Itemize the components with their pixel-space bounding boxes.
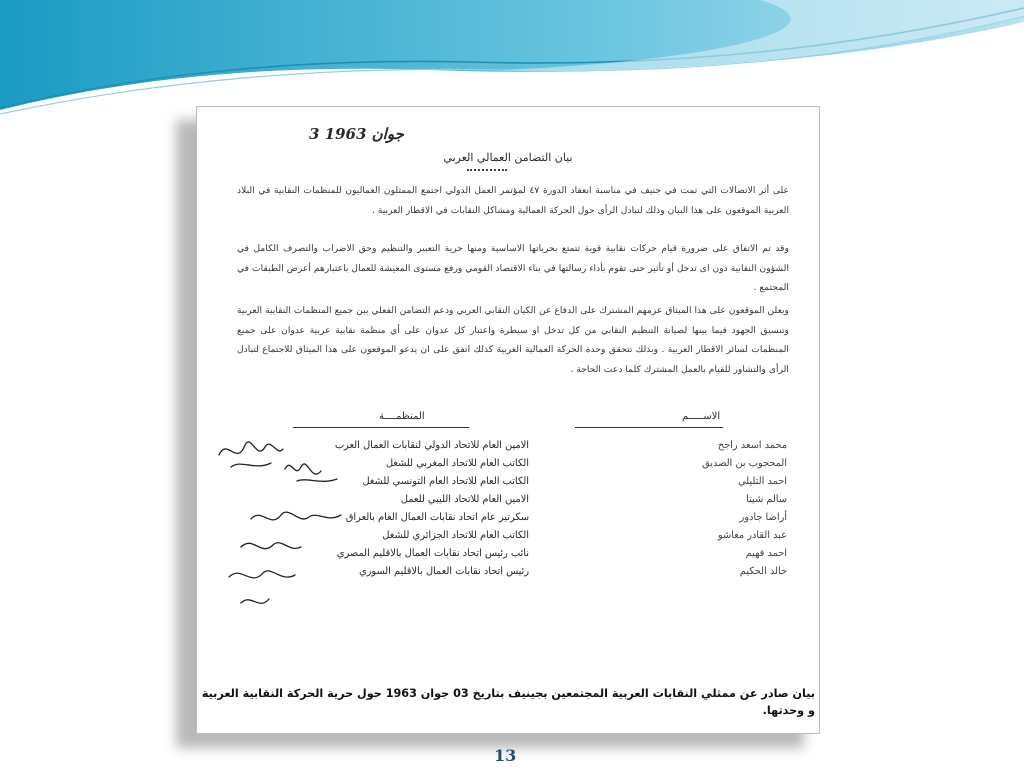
scanned-document bbox=[196, 106, 820, 734]
organization-item: الكاتب العام للاتحاد الجزائري للشغل bbox=[382, 530, 529, 541]
document-date: 3 جوان 1963 bbox=[309, 125, 404, 143]
organization-item: سكرتير عام اتحاد نقابات العمال العام بالعراق bbox=[345, 512, 529, 523]
header-wave-decoration bbox=[0, 0, 1024, 120]
document-title: بيان التضامن العمالي العربي bbox=[443, 151, 573, 164]
name-column-rule bbox=[575, 427, 723, 428]
signatory-name-list bbox=[597, 437, 787, 581]
organization-item: نائب رئيس اتحاد نقابات العمال بالاقليم المصري bbox=[336, 548, 529, 559]
signatory-name: محمد اسعد راجح bbox=[717, 440, 787, 451]
organization-item: الامين العام للاتحاد الدولي لنقابات العمال العرب bbox=[334, 440, 529, 451]
signatory-name: سالم شيتا bbox=[746, 494, 787, 505]
signatory-name: أراضا جادور bbox=[739, 512, 787, 523]
title-underline bbox=[467, 169, 507, 171]
organization-item: رئيس اتحاد نقابات العمال بالاقليم السوري bbox=[358, 566, 529, 577]
name-column-header: الاســـــم bbox=[682, 411, 721, 422]
organization-item: الامين العام للاتحاد الليبي للعمل bbox=[400, 494, 529, 505]
paragraph-2: وقد تم الاتفاق على ضرورة قيام حركات نقابية قوية تتمتع بحرياتها الاساسية ومنها حرية التعبير والتنظيم وحق الاضراب والتصرف الكامل في الشؤون النقابية دون اى تدخل أو تأثير حتى تقوم بأداء رسالتها في بناء الاقتصاد القومي ورفع مستوى المعيشة للعمال باعتبارهم أعرض الطبقات في المجتمع . bbox=[237, 243, 789, 293]
signatory-name: عبد القادر معاشو bbox=[717, 530, 787, 541]
organization-item: الكاتب العام للاتحاد المغربي للشغل bbox=[385, 458, 529, 469]
paragraph-3: ويعلن الموقعون على هذا الميثاق عزمهم المشترك على الدفاع عن الكيان النقابي العربي ودعم التضامن الفعلي بين جميع المنظمات النقابية العربية وتنسيق الجهود فيما بينها لصيانة التنظيم النقابي من كل تدخل او سيطرة واعتبار كل عدوان على أي منظمة نقابية عربية عدوان على جميع المنظمات لسائر الاقطار العربية . وبذلك تتحقق وحدة الحركة العمالية العربية كذلك اتفق على ان يدعو الموقعون على هذا الميثاق للاجتماع لتبادل الرأى والتشاور للقيام بالعمل المشترك كلما دعت الحاجة . bbox=[237, 305, 789, 375]
signatory-name: احمد فهيم bbox=[745, 548, 787, 559]
organization-item: الكاتب العام للاتحاد العام التونسي للشغل bbox=[362, 476, 529, 487]
document-caption: بيان صادر عن ممثلي النقابات العربية المجتمعين بجينيف بتاريخ 03 جوان 1963 حول حرية الحركة النقابية العربية و وحدتها. bbox=[201, 687, 815, 717]
organization-column-header: المنظمــــة bbox=[379, 411, 425, 422]
paragraph-1: على أثر الاتصالات التي تمت في جنيف في مناسبة انعقاد الدورة ٤٧ لمؤتمر العمل الدولي اجتمع الممثلون العماليون للمنظمات النقابية في البلاد العربية الموقعون على هذا البيان وذلك لتبادل الرأى حول الحركة العمالية ومشاكل النقابات في الاقطار العربية . bbox=[237, 185, 790, 216]
signatory-name: خالد الحكيم bbox=[739, 566, 787, 577]
slide-page-number: 13 bbox=[494, 746, 517, 765]
signatory-name: احمد التليلي bbox=[738, 476, 787, 487]
handwritten-signatures bbox=[211, 427, 351, 617]
signatory-name: المحجوب بن الصديق bbox=[702, 458, 787, 469]
